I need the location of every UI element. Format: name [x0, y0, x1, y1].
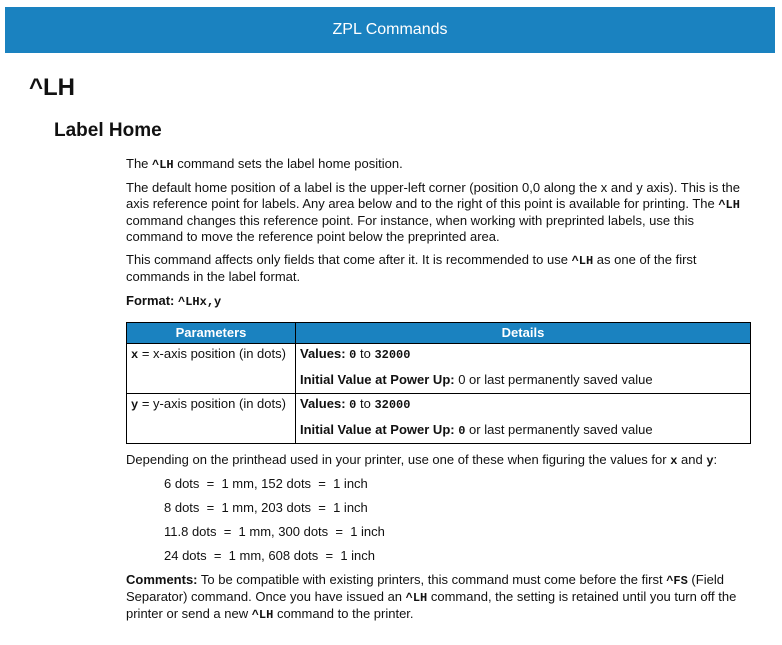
inline-code: ^LH	[718, 198, 740, 212]
header-parameters: Parameters	[127, 323, 296, 344]
details-cell	[296, 394, 751, 444]
initial-value-line: Initial Value at Power Up: 0 or last permanently saved value	[300, 422, 653, 438]
format-code: ^LHx,y	[178, 295, 222, 309]
header-details: Details	[296, 323, 751, 344]
list-item: 8 dots = 1 mm, 203 dots = 1 inch	[164, 500, 368, 515]
table-row	[127, 394, 751, 444]
list-item: 11.8 dots = 1 mm, 300 dots = 1 inch	[164, 524, 385, 539]
format-label: Format:	[126, 293, 175, 308]
inline-code: ^LH	[152, 158, 174, 172]
printhead-paragraph: Depending on the printhead used in your printer, use one of these when figuring the values for x and y:	[126, 452, 718, 468]
conversion-list	[126, 476, 752, 564]
header-title: ZPL Commands	[332, 21, 448, 38]
comments-paragraph: Comments: To be compatible with existing printers, this command must come before the first ^FS (Field Separator) command. Once you have issued an ^LH command, the setting is retained until you turn off the printer or send a new ^LH command to the printer.	[126, 572, 737, 622]
list-item: 24 dots = 1 mm, 608 dots = 1 inch	[164, 548, 376, 563]
command-title: ^LH	[29, 74, 76, 101]
format-line	[126, 293, 752, 310]
values-line: Values: 0 to 32000	[300, 396, 411, 412]
list-item: 6 dots = 1 mm, 152 dots = 1 inch	[164, 476, 368, 491]
inline-code: ^LH	[571, 254, 594, 268]
table-header-row	[127, 323, 751, 344]
param-cell: y = y-axis position (in dots)	[127, 394, 296, 444]
table-row	[127, 344, 751, 394]
intro-paragraph-1: The ^LH command sets the label home position.	[126, 156, 403, 172]
parameters-table	[126, 322, 751, 444]
initial-value-line: Initial Value at Power Up: 0 or last permanently saved value	[300, 372, 653, 387]
details-cell	[296, 344, 751, 394]
values-line: Values: 0 to 32000	[300, 346, 411, 362]
intro-paragraph-2: The default home position of a label is the upper-left corner (position 0,0 along the x and y axis). This is the axis reference point for labels. Any area below and to the right of this point is available for printing. The ^LH command changes this reference point. For instance, when working with preprinted labels, use this command to move the reference point below the preprinted area.	[126, 180, 740, 244]
main-content	[126, 156, 752, 630]
intro-paragraph-3: This command affects only fields that come after it. It is recommended to use ^LH as one of the first commands in the label format.	[126, 252, 697, 284]
param-cell: x = x-axis position (in dots)	[127, 344, 296, 394]
command-subtitle: Label Home	[54, 120, 162, 141]
header-banner	[5, 7, 775, 53]
